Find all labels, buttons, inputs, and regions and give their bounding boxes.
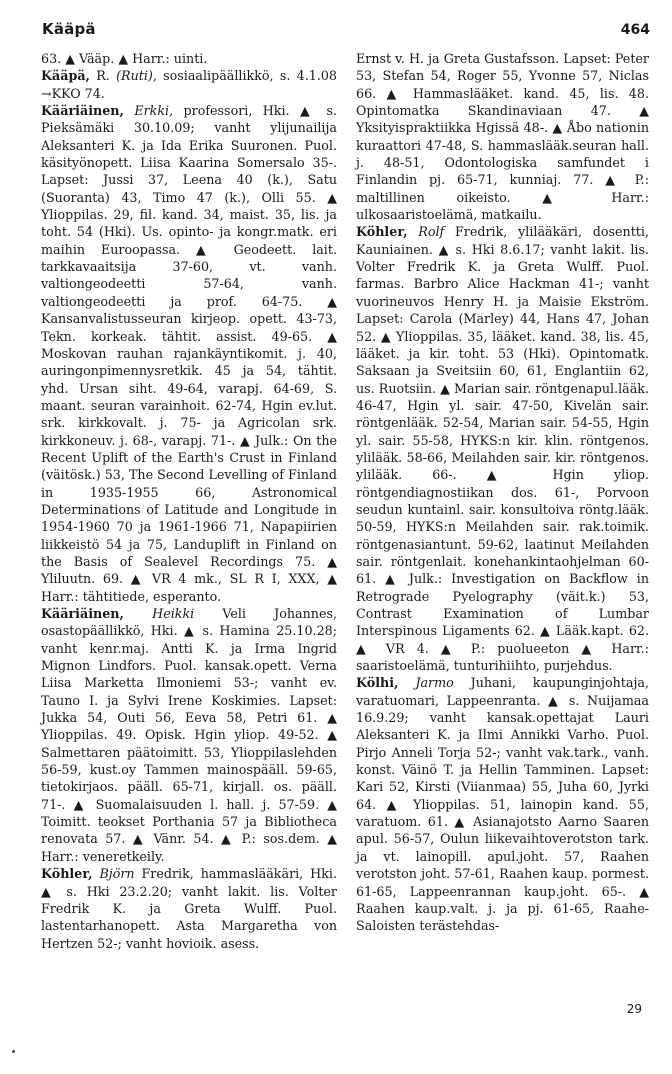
entry-surname: Köhler,: [41, 866, 93, 882]
biography-entry: [356, 674, 649, 934]
entry-given-name: (Ruti),: [116, 68, 157, 84]
entry-given-name: Heikki: [152, 606, 195, 621]
entry-initial: R.: [96, 68, 110, 84]
entry-text: Veli Johannes, osastopäällikkö, Hki. ▲ s. Hamina 25.10.28; vanht kenr.maj. Antti K. ja Irma Ingrid Mignon Lindfors. Puol. kansak.opett. Verna Liisa Marketta Ilmoniemi 53-; vanht ev. Tauno I. ja Sylvi Irene Koskimies. Lapset: Jukka 54, Outi 56, Eeva 58, Petri 61. ▲ Ylioppilas. 49. Opisk. Hgin yliop. 49-52. ▲ Salmettaren päätoimitt. 53, Ylioppilaslehden 56-59, kust.oy Tammen mainospääll. 59-65, tietokirjaos. pääll. 65-71, kirjall. os. pääll. 71-. ▲ Suomalaisuuden l. hall. j. 57-59. ▲ Toimitt. teokset Porthania 57 ja Bibliotheca renovata 57. ▲ Vänr. 54. ▲ P.: sos.dem. ▲ Harr.: veneretkeily.: [41, 606, 337, 864]
left-column: [41, 50, 337, 952]
page-number: 464: [620, 22, 650, 38]
entry-surname: Kölhi,: [356, 675, 399, 691]
running-header: [42, 20, 650, 44]
entry-text: Fredrik, ylilääkäri, dosentti, Kauniainen. ▲ s. Hki 8.6.17; vanht lakit. lis. Volter Fredrik K. ja Greta Wulff. Puol. farmas. Barbro Alice Hackman 41-; vanht vuorineuvos Henry H. ja Maisie Ekström. Lapset: Carola (Marley) 44, Hans 47, Johan 52. ▲ Ylioppilas. 35, lääket. kand. 38, lis. 45, lääket. ja kir. toht. 53 (Hki). Opintomatk. Saksaan ja Sveitsiin 60, 61, Englantiin 62, us. Ruotsiin. ▲ Marian sair. röntgenapul.lääk. 46-47, Hgin yl. sair. 47-50, Kivelän sair. röntgenlääk. 52-54, Marian sair. 54-55, Hgin yl. sair. 55-58, HYKS:n kir. klin. röntgenos. ylilääk. 58-66, Meilahden sair. kir. röntgenos. ylilääk. 66-. ▲ Hgin yliop. röntgendiagnostiikan dos. 61-, Porvoon seudun kuntainl. sair. konsultoiva röntg.lääk. 50-59, HYKS:n Meilahden sair. rak.toimik. röntgenasiantunt. 59-62, laatinut Meilahden sair. röntgenlait. konehankintaohjelman 60-61. ▲ Julk.: Investigation on Backflow in Retrograde Pyelography (väit.k.) 53, Contrast Examination of Lumbar Interspinous Ligaments 62. ▲ Lääk.kapt. 62. ▲ VR 4. ▲ P.: puolueeton ▲ Harr.: saaristoelämä, tunturihiihto, purjehdus.: [356, 224, 649, 674]
entry-given-name: Björn: [99, 866, 135, 882]
entry-given-name: Erkki,: [134, 103, 174, 119]
sheet-number: 29: [626, 1002, 642, 1016]
entry-given-name: Rolf: [418, 224, 445, 240]
entry-text: Ernst v. H. ja Greta Gustafsson. Lapset: Peter 53, Stefan 54, Roger 55, Yvonne 57, Niclas 66. ▲ Hammaslääket. kand. 45, lis. 48. Opintomatka Skandinaviaan 47. ▲ Yksityispraktiikka Hgissä 48-. ▲ Åbo nationin kuraattori 47-48, S. hammaslääk.seuran hall. j. 48-51, Odontologiska samfundet i Finlandin pj. 65-71, kunniaj. 77. ▲ P.: maltillinen oikeisto. ▲ Harr.: ulkosaaristoelämä, matkailu.: [356, 51, 649, 223]
entry-text: sosiaalipäällikkö, s. 4.1.08 →KKO 74.: [41, 68, 337, 101]
biography-entry: [41, 865, 337, 952]
entry-continuation: [356, 50, 649, 223]
entry-surname: Kääriäinen,: [41, 103, 124, 119]
entry-text: Fredrik, hammaslääkäri, Hki. ▲ s. Hki 23.2.20; vanht lakit. lis. Volter Fredrik K. ja Greta Wulff. Puol. lastentarhanopett. Asta Margaretha von Hertzen 52-; vanht hovioik. asess.: [41, 866, 337, 951]
entry-text: professori, Hki. ▲ s. Pieksämäki 30.10.09; vanht ylijunailija Aleksanteri K. ja Ida Erika Suuronen. Puol. käsityönopett. Liisa Kaarina Somersalo 35-. Lapset: Jussi 37, Leena 40 (k.), Satu (Suoranta) 43, Timo 47 (k.), Olli 55. ▲ Ylioppilas. 29, fil. kand. 34, maist. 35, lis. ja toht. 54 (Hki). Us. opinto- ja kongr.matk. eri maihin Euroopassa. ▲ Geodeett. lait. tarkkavaaitsija 37-60, vt. vanh. valtiongeodeetti 57-64, vanh. valtiongeodeetti ja prof. 64-75. ▲ Kansanvalistusseuran kirjeop. opett. 43-73, Tekn. korkeak. tähtit. assist. 49-65. ▲ Moskovan rauhan rajankäyntikomit. j. 40, auringonpimennysretkik. 45 ja 54, tähtit. yhd. Ursan siht. 49-64, varapj. 64-69, S. maant. seuran varainhoit. 62-74, Hgin ev.lut. srk. kirkkovalt. j. 75- ja Agricolan srk. kirkkoneuv. j. 68-, varapj. 71-. ▲ Julk.: On the Recent Uplift of the Earth's Crust in Finland (väitösk.) 53, The Second Levelling of Finland in 1935-1955 66, Astronomical Determinations of Latitude and Longitude in 1954-1960 70 ja 1961-1966 71, Napapiirien liikkeistö 54 ja 75, Landuplift in Finland on the Basis of Sealevel Recordings 75. ▲ Yliluutn. 69. ▲ VR 4 mk., SL R I, XXX, ▲ Harr.: tähtitiede, esperanto.: [41, 103, 337, 604]
biography-entry: [41, 102, 337, 605]
running-head-word: Kääpä: [42, 20, 96, 38]
entry-given-name: Jarmo: [415, 675, 454, 691]
entry-text: 63. ▲ Vääp. ▲ Harr.: uinti.: [41, 51, 208, 66]
speck-mark: [12, 1050, 15, 1053]
entry-surname: Köhler,: [356, 224, 408, 240]
entry-text: Juhani, kaupunginjohtaja, varatuomari, Lappeenranta. ▲ s. Nuijamaa 16.9.29; vanht kansak.opettajat Lauri Aleksanteri K. ja Ilmi Annikki Varho. Puol. Pirjo Anneli Torja 52-; vanht vak.tark., vanh. konst. Väinö T. ja Hellin Tamminen. Lapset: Kari 52, Kirsti (Viianmaa) 55, Juha 60, Jyrki 64. ▲ Ylioppilas. 51, lainopin kand. 55, varatuom. 61. ▲ Asianajotsto Aarno Saaren apul. 56-57, Oulun liikevaihtoverotston tark. ja vt. lainopill. apul.joht. 57, Raahen verotston joht. 57-61, Raahen kaup. pormest. 61-65, Lappeenrannan kaup.joht. 65-. ▲ Raahen kaup.valt. j. ja pj. 61-65, Raahe-Saloisten terästehdas-: [356, 675, 649, 934]
entry-surname: Kääriäinen,: [41, 606, 124, 621]
biography-entry: [41, 605, 337, 865]
biography-entry: [356, 223, 649, 674]
entry-continuation: [41, 50, 337, 67]
right-column: [356, 50, 649, 935]
entry-surname: Kääpä,: [41, 68, 90, 84]
biography-entry: [41, 67, 337, 102]
